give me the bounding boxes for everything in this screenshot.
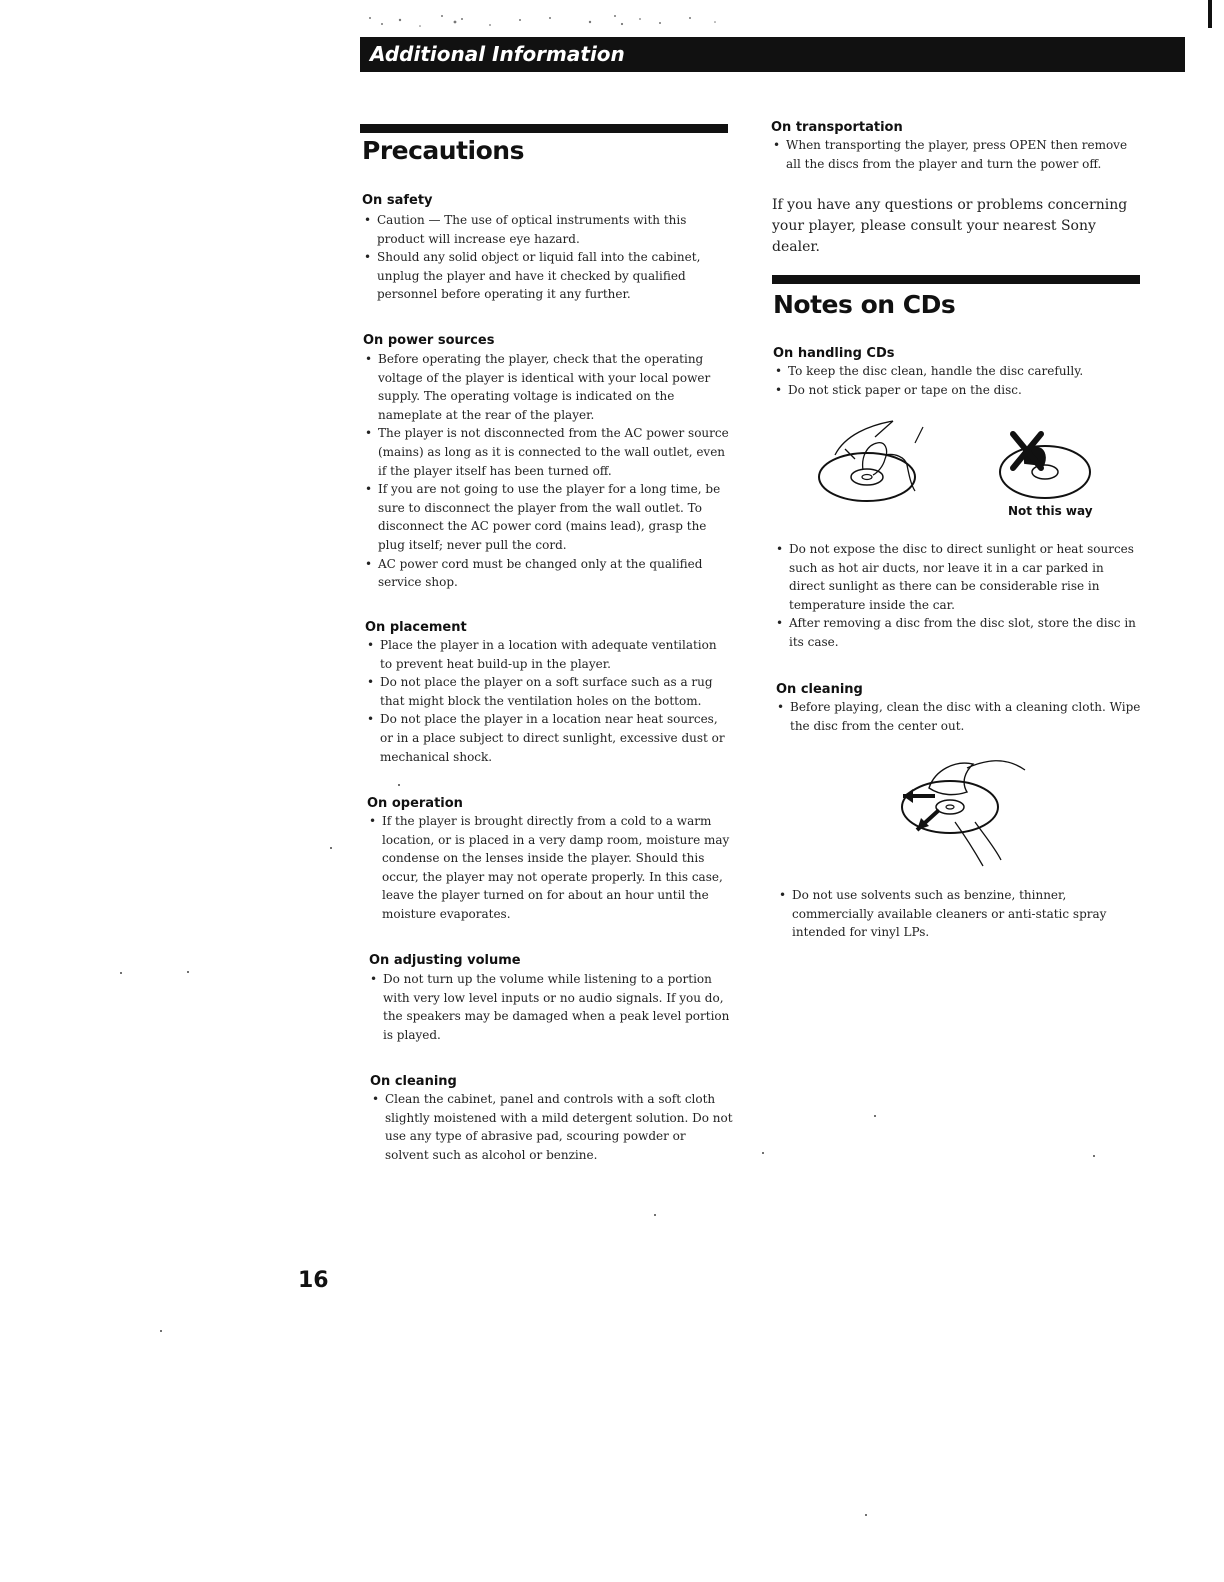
list-item: • Do not use solvents such as benzine, thinner, commercially available cleaners or anti-static spray intended for vinyl LPs.: [778, 886, 1142, 942]
on-transportation-list: [772, 136, 1140, 173]
list-item: • When transporting the player, press OPEN then remove all the discs from the player and turn the power off.: [772, 136, 1140, 173]
page-edge-mark: [1208, 0, 1212, 28]
list-item: • Do not stick paper or tape on the disc.: [774, 381, 1140, 400]
scan-speck: [865, 1514, 867, 1516]
list-item: • The player is not disconnected from the AC power source (mains) as long as it is connected to the wall outlet, even if the player itself has been turned off.: [364, 424, 730, 480]
contact-note: If you have any questions or problems concerning your player, please consult your nearest Sony dealer.: [772, 197, 1128, 255]
on-safety-list: [363, 211, 729, 304]
not-this-way-caption: Not this way: [1008, 504, 1093, 518]
list-item: • After removing a disc from the disc slot, store the disc in its case.: [775, 614, 1141, 651]
precautions-title: Precautions: [362, 136, 524, 165]
on-operation-heading: On operation: [367, 796, 463, 811]
on-handling-cds-list: [774, 362, 1140, 399]
cloth-icon: [929, 763, 973, 795]
list-item: • Place the player in a location with adequate ventilation to prevent heat build-up in the player.: [366, 636, 732, 673]
scan-speck: [160, 1330, 162, 1332]
scan-speck: [762, 1152, 764, 1154]
notes-on-cds-rule: [772, 275, 1140, 284]
on-cleaning-heading: On cleaning: [370, 1074, 457, 1089]
on-power-sources-list: [364, 350, 730, 592]
on-cleaning-cds-list: [776, 698, 1142, 735]
scan-noise: [360, 10, 730, 34]
scan-speck: [1093, 1155, 1095, 1157]
on-power-sources-heading: On power sources: [363, 333, 495, 348]
list-item: • To keep the disc clean, handle the disc carefully.: [774, 362, 1140, 381]
list-item: • Clean the cabinet, panel and controls with a soft cloth slightly moistened with a mild detergent solution. Do not use any type of abrasive pad, scouring powder or solvent such as alcohol or benzine.: [371, 1090, 733, 1164]
section-banner: Additional Information: [360, 37, 1185, 72]
precautions-rule: [360, 124, 728, 133]
on-cleaning-list: [371, 1090, 733, 1164]
on-adjusting-volume-heading: On adjusting volume: [369, 953, 521, 968]
disc-icon: [902, 781, 998, 833]
list-item: • Should any solid object or liquid fall into the cabinet, unplug the player and have it checked by qualified personnel before operating it any further.: [363, 248, 729, 304]
scan-speck: [330, 847, 332, 849]
on-cleaning-cds-list-continued: [778, 886, 1142, 942]
scan-speck: [874, 1115, 876, 1117]
on-placement-heading: On placement: [365, 620, 467, 635]
list-item: • Do not place the player on a soft surface such as a rug that might block the ventilation holes on the bottom.: [366, 673, 732, 710]
scan-speck: [187, 971, 189, 973]
on-placement-list: [366, 636, 732, 766]
on-adjusting-volume-list: [369, 970, 733, 1044]
on-transportation-heading: On transportation: [771, 120, 903, 135]
disc-wrong-way-illustration: [995, 428, 1095, 506]
list-item: • If the player is brought directly from a cold to a warm location, or is placed in a very damp room, moisture may condense on the lenses inside the player. Should this occur, the player may not operate properly. In this case, leave the player turned on for about an hour until the moisture evaporates.: [368, 812, 732, 924]
list-item: • Caution — The use of optical instruments with this product will increase eye hazard.: [363, 211, 729, 248]
list-item: • Before operating the player, check that the operating voltage of the player is identical with your local power supply. The operating voltage is indicated on the nameplate at the rear of the player.: [364, 350, 730, 424]
list-item: • Before playing, clean the disc with a cleaning cloth. Wipe the disc from the center out.: [776, 698, 1142, 735]
page-number: 16: [298, 1268, 329, 1293]
on-handling-cds-heading: On handling CDs: [773, 346, 895, 361]
on-operation-list: [368, 812, 732, 924]
disc-handling-illustration: [815, 415, 935, 505]
on-safety-heading: On safety: [362, 193, 433, 208]
on-cleaning-cds-heading: On cleaning: [776, 682, 863, 697]
list-item: • Do not turn up the volume while listening to a portion with very low level inputs or no audio signals. If you do, the speakers may be damaged when a peak level portion is played.: [369, 970, 733, 1044]
disc-cleaning-illustration: [895, 752, 1030, 870]
list-item: • AC power cord must be changed only at the qualified service shop.: [364, 555, 730, 592]
scan-speck: [120, 972, 122, 974]
scan-speck: [654, 1214, 656, 1216]
on-handling-cds-list-continued: [775, 540, 1141, 652]
notes-on-cds-title: Notes on CDs: [773, 290, 956, 319]
list-item: • Do not place the player in a location near heat sources, or in a place subject to direct sunlight, excessive dust or mechanical shock.: [366, 710, 732, 766]
disc-icon: [819, 453, 915, 501]
list-item: • If you are not going to use the player for a long time, be sure to disconnect the player from the wall outlet. To disconnect the AC power cord (mains lead), grasp the plug itself; never pull the cord.: [364, 480, 730, 554]
scan-speck: [398, 784, 400, 786]
list-item: • Do not expose the disc to direct sunlight or heat sources such as hot air ducts, nor leave it in a car parked in direct sunlight as there can be considerable rise in temperature inside the car.: [775, 540, 1141, 614]
